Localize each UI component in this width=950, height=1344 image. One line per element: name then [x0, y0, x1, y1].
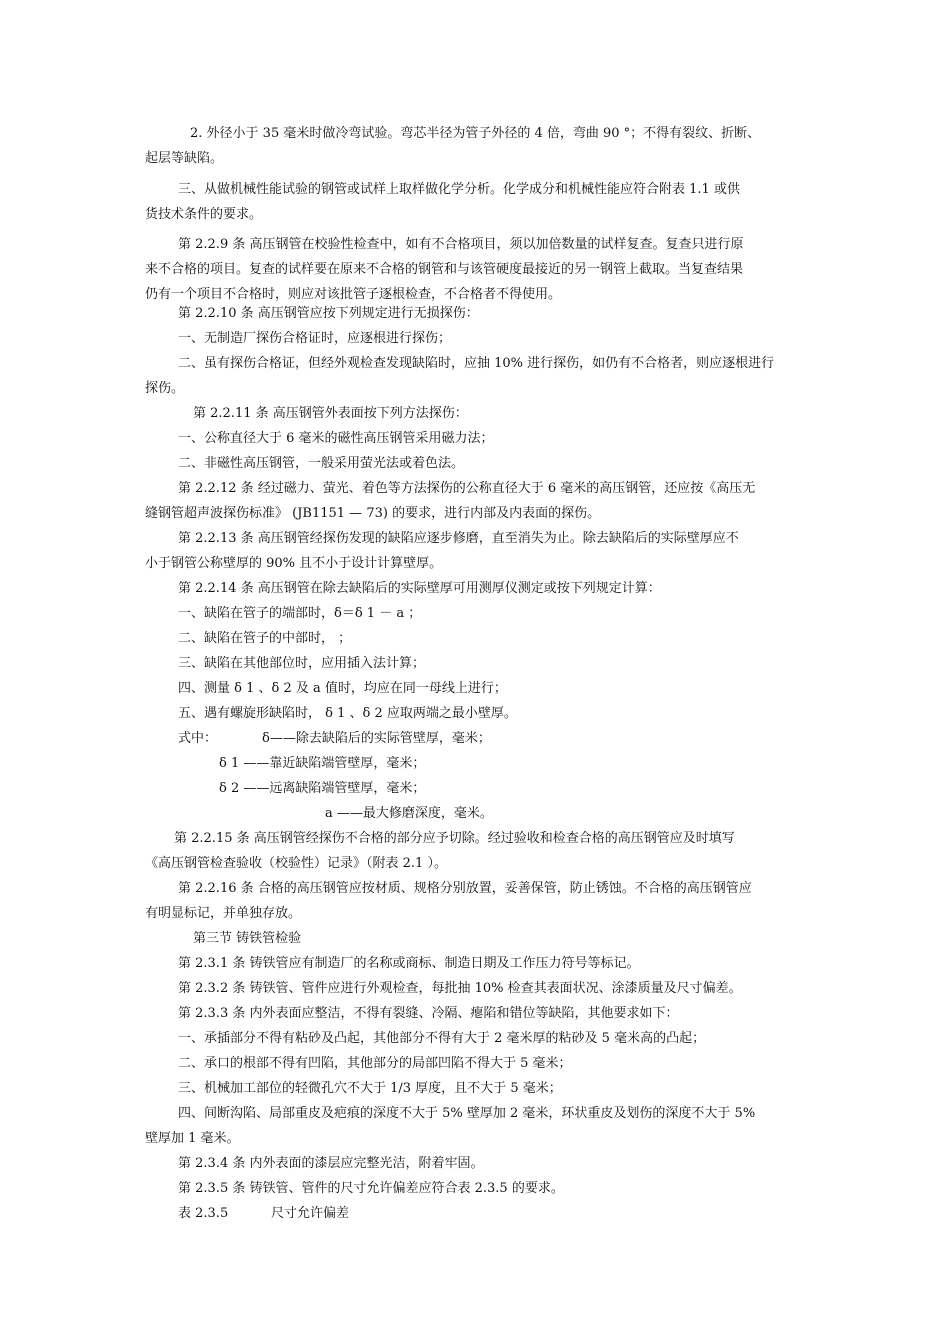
text-line: 第 2.2.11 条 高压钢管外表面按下列方法探伤： [193, 406, 468, 421]
text-line: 表 2.3.5 [178, 1206, 229, 1221]
text-line: 式中： [178, 731, 218, 746]
text-line: 二、非磁性高压钢管，一般采用萤光法或着色法。 [178, 456, 465, 471]
text-line: 小于钢管公称壁厚的 90% 且不小于设计计算壁厚。 [145, 556, 443, 571]
text-line: 二、缺陷在管子的中部时， ； [178, 631, 352, 646]
text-line: 二、虽有探伤合格证，但经外观检查发现缺陷时，应抽 10% 进行探伤，如仍有不合格者，则应逐根进行 [178, 356, 775, 371]
text-line: 三、机械加工部位的轻微孔穴不大于 1/3 厚度，且不大于 5 毫米； [178, 1081, 562, 1096]
text-line: a ——最大修磨深度，毫米。 [325, 806, 493, 821]
text-line: δ——除去缺陷后的实际管壁厚，毫米； [262, 731, 491, 746]
text-line: 壁厚加 1 毫米。 [145, 1131, 240, 1146]
text-line: 第 2.3.5 条 铸铁管、管件的尺寸允许偏差应符合表 2.3.5 的要求。 [178, 1181, 564, 1196]
text-line: 来不合格的项目。复查的试样要在原来不合格的钢管和与该管硬度最接近的另一钢管上截取。当复查结果 [145, 262, 744, 277]
text-line: 三、从做机械性能试验的钢管或试样上取样做化学分析。化学成分和机械性能应符合附表 1.1 或供 [178, 182, 740, 197]
text-line: 第 2.2.13 条 高压钢管经探伤发现的缺陷应逐步修磨，直至消失为止。除去缺陷后的实际壁厚应不 [178, 531, 739, 546]
text-line: 第 2.2.16 条 合格的高压钢管应按材质、规格分别放置，妥善保管，防止锈蚀。不合格的高压钢管应 [178, 881, 752, 896]
text-line: δ 1 ——靠近缺陷端管壁厚，毫米； [219, 756, 426, 771]
text-line: 第三节 铸铁管检验 [193, 931, 302, 946]
text-line: 2. 外径小于 35 毫米时做冷弯试验。弯芯半径为管子外径的 4 倍，弯曲 90 °；不得有裂纹、折断、 [190, 126, 761, 141]
text-line: δ 2 ——远离缺陷端管壁厚，毫米； [219, 781, 426, 796]
text-line: 第 2.3.3 条 内外表面应整洁，不得有裂缝、冷隔、瘪陷和错位等缺陷，其他要求如下： [178, 1006, 679, 1021]
text-line: 二、承口的根部不得有凹陷，其他部分的局部凹陷不得大于 5 毫米； [178, 1056, 572, 1071]
text-line: 起层等缺陷。 [145, 151, 224, 166]
text-line: 第 2.3.2 条 铸铁管、管件应进行外观检查，每批抽 10% 检查其表面状况、涂漆质量及尺寸偏差。 [178, 981, 742, 996]
text-line: 四、测量 δ 1 、δ 2 及 a 值时，均应在同一母线上进行； [178, 681, 507, 696]
text-line: 缝钢管超声波探伤标准》 (JB1151 — 73) 的要求，进行内部及内表面的探伤。 [145, 506, 601, 521]
text-line: 《高压钢管检查验收（校验性）记录》（附表 2.1 ）。 [145, 856, 447, 871]
text-line: 第 2.2.9 条 高压钢管在校验性检查中，如有不合格项目，须以加倍数量的试样复查。复查只进行原 [178, 237, 744, 252]
text-line: 一、承插部分不得有粘砂及凸起，其他部分不得有大于 2 毫米厚的粘砂及 5 毫米高的凸起； [178, 1031, 706, 1046]
text-line: 探伤。 [145, 381, 185, 396]
text-line: 第 2.2.14 条 高压钢管在除去缺陷后的实际壁厚可用测厚仪测定或按下列规定计算： [178, 581, 661, 596]
text-line: 一、无制造厂探伤合格证时，应逐根进行探伤； [178, 331, 452, 346]
text-line: 三、缺陷在其他部位时，应用插入法计算； [178, 656, 426, 671]
text-line: 有明显标记，并单独存放。 [145, 906, 302, 921]
text-line: 货技术条件的要求。 [145, 207, 263, 222]
text-line: 一、缺陷在管子的端部时，δ＝δ 1 － a ； [178, 606, 422, 621]
text-line: 第 2.2.15 条 高压钢管经探伤不合格的部分应予切除。经过验收和检查合格的高压钢管应及时填写 [174, 831, 735, 846]
text-line: 仍有一个项目不合格时，则应对该批管子逐根检查，不合格者不得使用。 [145, 287, 562, 302]
text-line: 四、间断沟陷、局部重皮及疤痕的深度不大于 5% 壁厚加 2 毫米，环状重皮及划伤的深度不大于 5% [178, 1106, 756, 1121]
text-line: 一、公称直径大于 6 毫米的磁性高压钢管采用磁力法； [178, 431, 494, 446]
text-line: 第 2.2.12 条 经过磁力、萤光、着色等方法探伤的公称直径大于 6 毫米的高压钢管，还应按《高压无 [178, 481, 756, 496]
text-line: 第 2.3.4 条 内外表面的漆层应完整光洁，附着牢固。 [178, 1156, 484, 1171]
text-line: 第 2.3.1 条 铸铁管应有制造厂的名称或商标、制造日期及工作压力符号等标记。 [178, 956, 640, 971]
text-line: 第 2.2.10 条 高压钢管应按下列规定进行无损探伤： [178, 306, 479, 321]
text-line: 尺寸允许偏差 [271, 1206, 350, 1221]
text-line: 五、遇有螺旋形缺陷时， δ 1 、δ 2 应取两端之最小壁厚。 [178, 706, 517, 721]
